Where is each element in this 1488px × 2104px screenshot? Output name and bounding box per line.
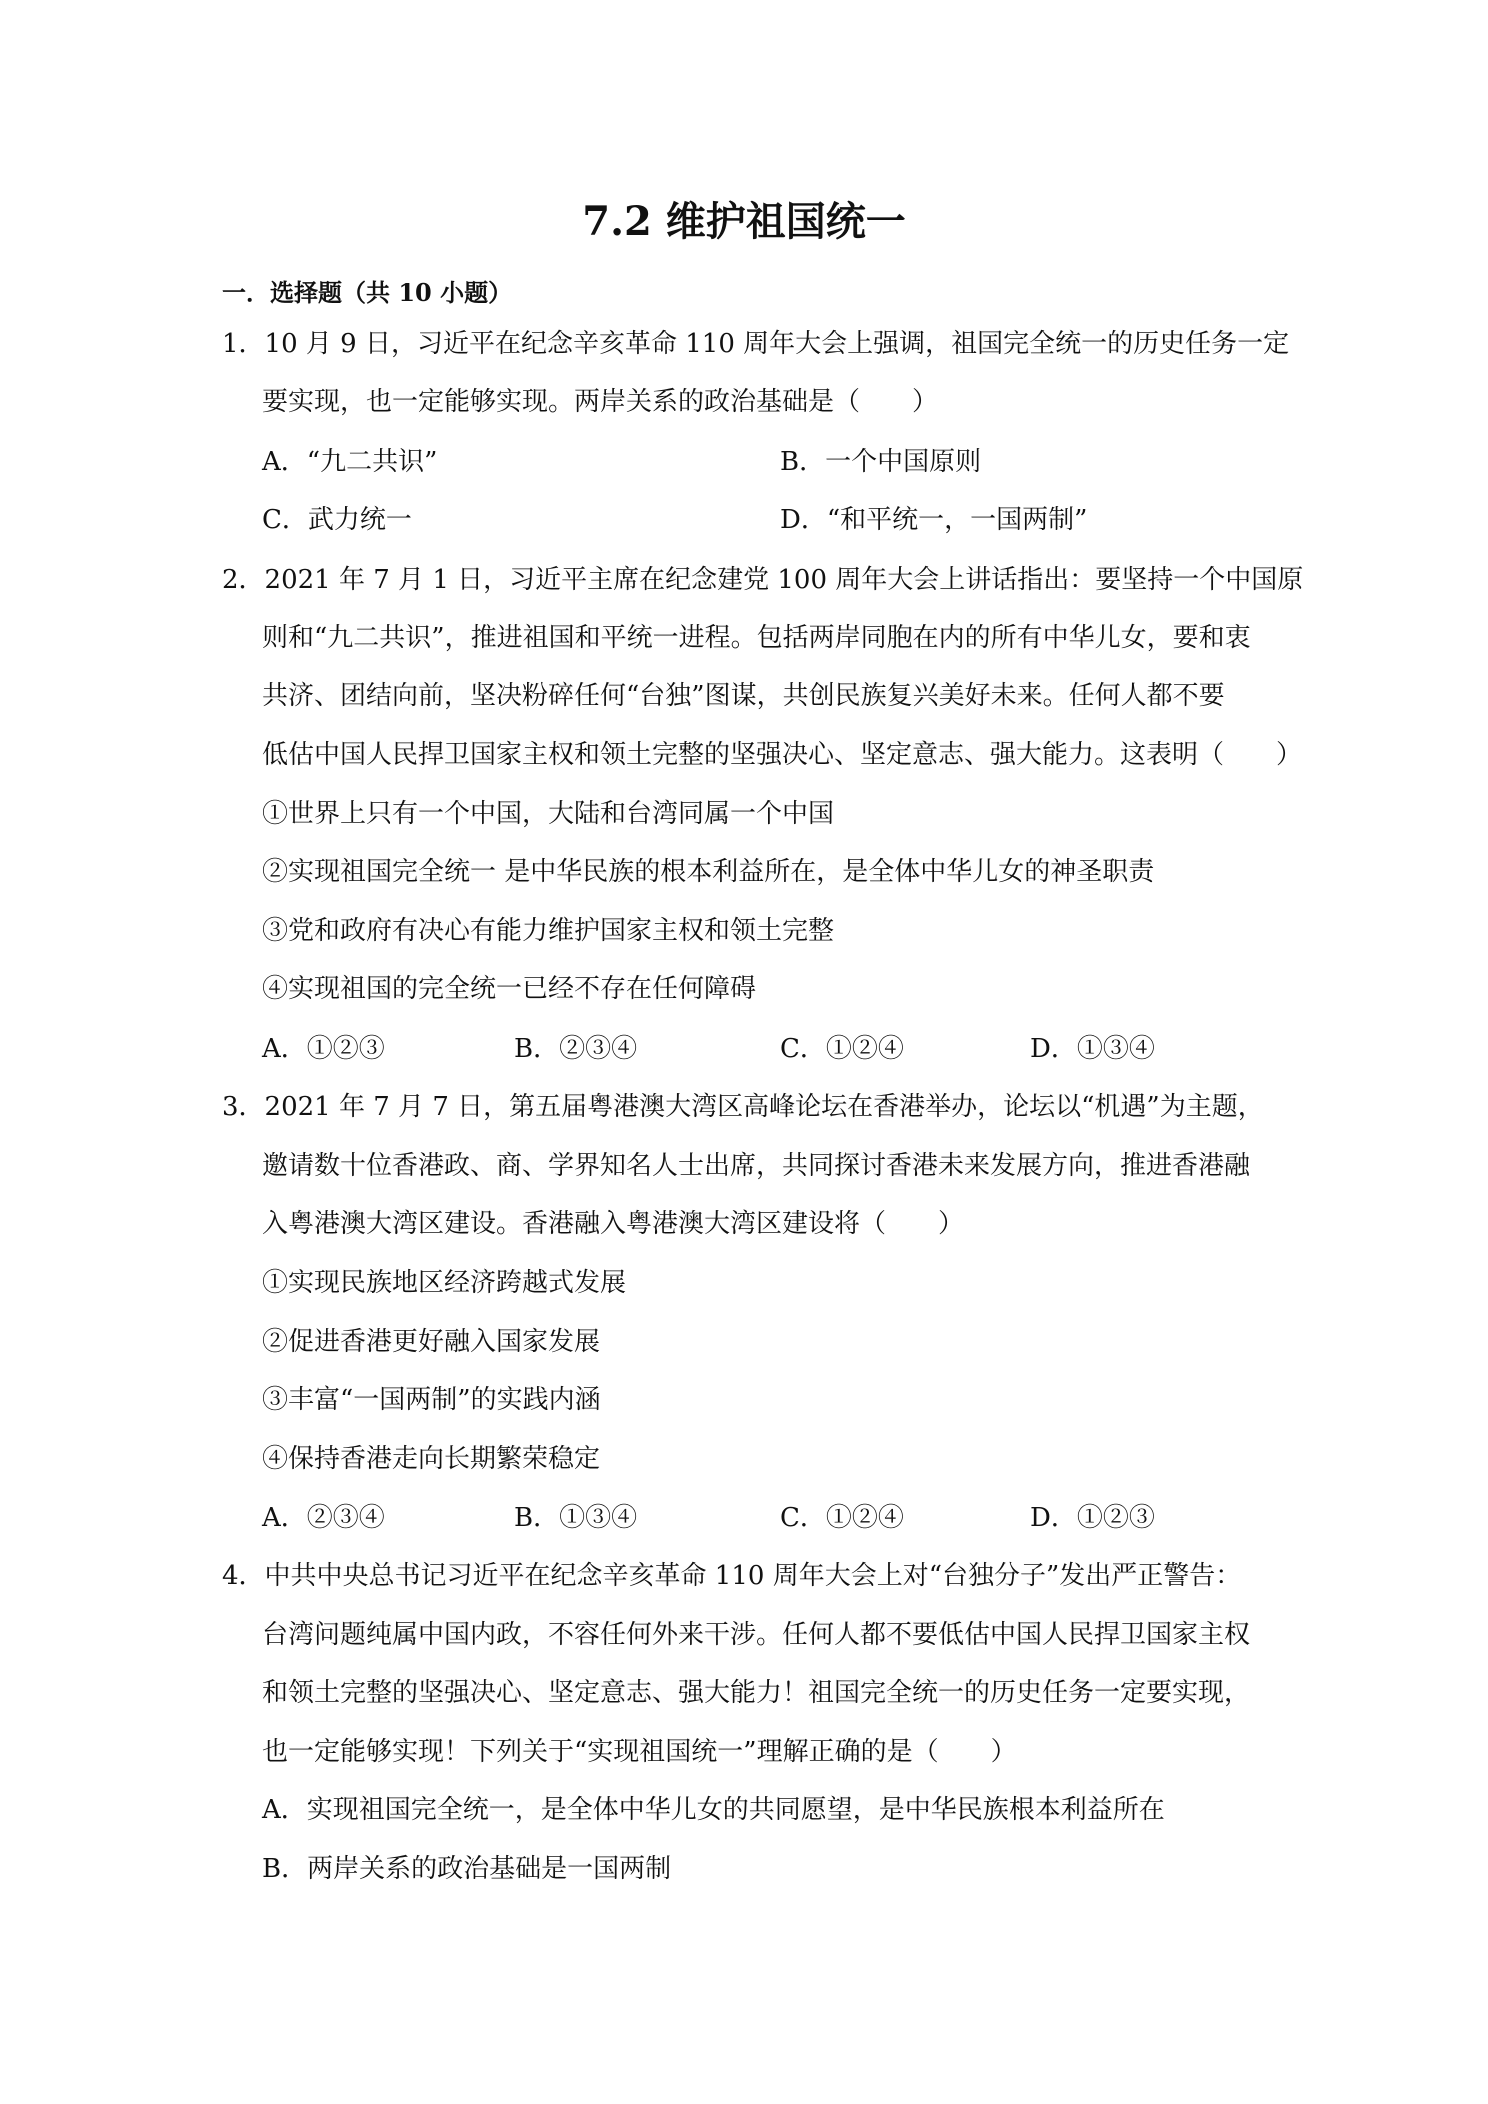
option-b: B．一个中国原则 [780, 447, 982, 477]
question-number: 2． [222, 565, 265, 595]
statement-item: ③党和政府有决心有能力维护国家主权和领土完整 [262, 916, 835, 946]
option-a: A．①②③ [262, 1034, 385, 1064]
question-text-line: 邀请数十位香港政、商、学界知名人士出席，共同探讨香港未来发展方向，推进香港融 [262, 1151, 1251, 1181]
question-4 [222, 1558, 1241, 1594]
option-c: C．①②④ [780, 1034, 904, 1064]
question-text-line: 中共中央总书记习近平在纪念辛亥革命 110 周年大会上对“台独分子”发出严正警告： [264, 1561, 1242, 1591]
statement-item: ②促进香港更好融入国家发展 [262, 1327, 601, 1357]
question-text-line: 台湾问题纯属中国内政，不容任何外来干涉。任何人都不要低估中国人民捍卫国家主权 [262, 1620, 1251, 1650]
question-1 [222, 326, 1289, 362]
question-text-line: 入粤港澳大湾区建设。香港融入粤港澳大湾区建设将（ ） [262, 1209, 965, 1239]
option-d: D．①②③ [1030, 1503, 1155, 1533]
statement-item: ④实现祖国的完全统一已经不存在任何障碍 [262, 974, 757, 1004]
question-2 [222, 562, 1303, 598]
option-b: B．②③④ [514, 1034, 638, 1064]
question-number: 3． [222, 1092, 265, 1122]
option-d: D．“和平统一，一国两制” [780, 505, 1088, 535]
section-heading: 一．选择题（共 10 小题） [222, 278, 513, 307]
question-text-line: 2021 年 7 月 7 日，第五届粤港澳大湾区高峰论坛在香港举办，论坛以“机遇”为主题， [264, 1092, 1264, 1122]
question-text-line: 和领土完整的坚强决心、坚定意志、强大能力！祖国完全统一的历史任务一定要实现， [262, 1678, 1251, 1708]
option-a: A．“九二共识” [262, 447, 438, 477]
option-b: B．两岸关系的政治基础是一国两制 [262, 1854, 672, 1884]
question-text-line: 2021 年 7 月 1 日，习近平主席在纪念建党 100 周年大会上讲话指出：要坚持一个中国原 [264, 565, 1304, 595]
option-a: A．实现祖国完全统一，是全体中华儿女的共同愿望，是中华民族根本利益所在 [262, 1795, 1165, 1825]
question-text-line: 共济、团结向前，坚决粉碎任何“台独”图谋，共创民族复兴美好未来。任何人都不要 [262, 681, 1225, 711]
option-d: D．①③④ [1030, 1034, 1155, 1064]
question-number: 4． [222, 1561, 265, 1591]
option-c: C．①②④ [780, 1503, 904, 1533]
question-number: 1． [222, 329, 265, 359]
statement-item: ①实现民族地区经济跨越式发展 [262, 1268, 627, 1298]
statement-item: ④保持香港走向长期繁荣稳定 [262, 1444, 601, 1474]
question-text-line: 10 月 9 日，习近平在纪念辛亥革命 110 周年大会上强调，祖国完全统一的历史任务一定 [264, 329, 1290, 359]
page-title: 7.2 维护祖国统一 [582, 198, 906, 245]
option-c: C．武力统一 [262, 505, 412, 535]
option-b: B．①③④ [514, 1503, 638, 1533]
question-3 [222, 1089, 1264, 1125]
option-a: A．②③④ [262, 1503, 385, 1533]
statement-item: ②实现祖国完全统一 是中华民族的根本利益所在，是全体中华儿女的神圣职责 [262, 857, 1155, 887]
question-text-line: 也一定能够实现！下列关于“实现祖国统一”理解正确的是（ ） [262, 1737, 1017, 1767]
statement-item: ①世界上只有一个中国，大陆和台湾同属一个中国 [262, 799, 835, 829]
statement-item: ③丰富“一国两制”的实践内涵 [262, 1385, 601, 1415]
question-text-line: 要实现，也一定能够实现。两岸关系的政治基础是（ ） [262, 387, 939, 417]
question-text-line: 则和“九二共识”，推进祖国和平统一进程。包括两岸同胞在内的所有中华儿女，要和衷 [262, 623, 1251, 653]
question-text-line: 低估中国人民捍卫国家主权和领土完整的坚强决心、坚定意志、强大能力。这表明（ ） [262, 740, 1303, 770]
